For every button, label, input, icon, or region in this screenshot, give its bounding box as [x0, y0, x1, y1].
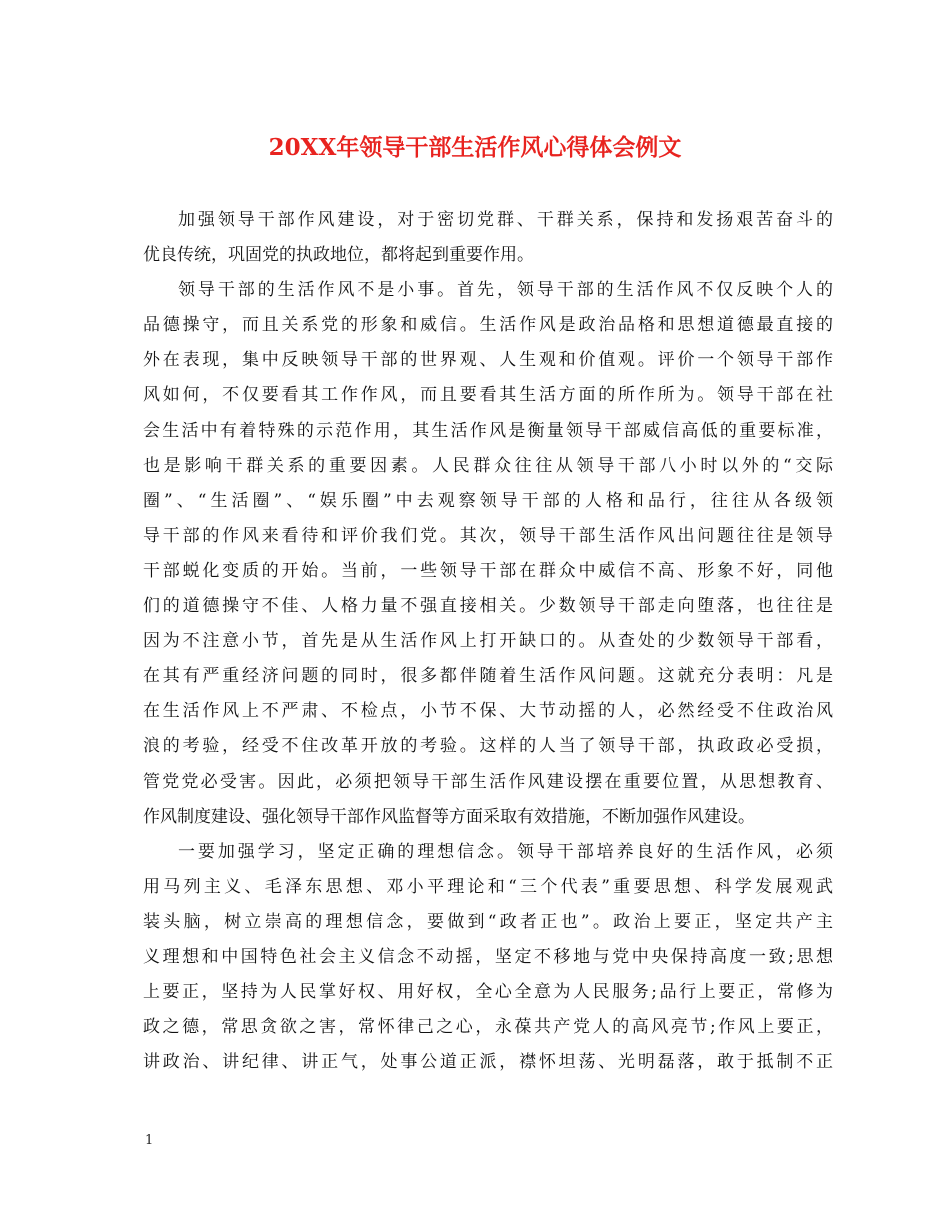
document-body	[143, 203, 833, 1080]
paragraph-line: 装头脑，树立崇高的理想信念，要做到“政者正也”。政治上要正，坚定共产主	[143, 911, 833, 932]
paragraph-line: 上要正，坚持为人民掌好权、用好权，全心全意为人民服务;品行上要正，常修为	[143, 982, 833, 1003]
document-title: 20XX年领导干部生活作风心得体会例文	[268, 134, 682, 161]
paragraph-line: 浪的考验，经受不住改革开放的考验。这样的人当了领导干部，执政政必受损，	[143, 736, 833, 757]
paragraph-line: 一要加强学习，坚定正确的理想信念。领导干部培养良好的生活作风，必须	[178, 841, 833, 862]
paragraph-line: 干部蜕化变质的开始。当前，一些领导干部在群众中威信不高、形象不好，同他	[143, 560, 833, 581]
paragraph-line: 会生活中有着特殊的示范作用，其生活作风是衡量领导干部威信高低的重要标准，	[143, 420, 833, 441]
paragraph-line: 用马列主义、毛泽东思想、邓小平理论和“三个代表”重要思想、科学发展观武	[143, 876, 833, 897]
paragraph-line: 圈”、“生活圈”、“娱乐圈”中去观察领导干部的人格和品行，往往从各级领	[143, 490, 833, 511]
paragraph-line: 作风制度建设、强化领导干部作风监督等方面采取有效措施，不断加强作风建设。	[143, 806, 755, 827]
paragraph-line: 政之德，常思贪欲之害，常怀律己之心，永葆共产党人的高风亮节;作风上要正，	[143, 1017, 833, 1038]
page-number: 1	[145, 1133, 154, 1148]
paragraph-line: 外在表现，集中反映领导干部的世界观、人生观和价值观。评价一个领导干部作	[143, 350, 833, 371]
paragraph-line: 领导干部的生活作风不是小事。首先，领导干部的生活作风不仅反映个人的	[178, 280, 833, 301]
paragraph-line: 导干部的作风来看待和评价我们党。其次，领导干部生活作风出问题往往是领导	[143, 525, 833, 546]
paragraph-line: 也是影响干群关系的重要因素。人民群众往往从领导干部八小时以外的“交际	[143, 455, 833, 476]
paragraph-line: 在其有严重经济问题的同时，很多都伴随着生活作风问题。这就充分表明：凡是	[143, 666, 833, 687]
paragraph-line: 在生活作风上不严肃、不检点，小节不保、大节动摇的人，必然经受不住政治风	[143, 701, 833, 722]
paragraph-line: 们的道德操守不佳、人格力量不强直接相关。少数领导干部走向堕落，也往往是	[143, 596, 833, 617]
paragraph-line: 因为不注意小节，首先是从生活作风上打开缺口的。从查处的少数领导干部看，	[143, 631, 833, 652]
paragraph-line: 讲政治、讲纪律、讲正气，处事公道正派，襟怀坦荡、光明磊落，敢于抵制不正	[143, 1052, 833, 1073]
paragraph-line: 管党党必受害。因此，必须把领导干部生活作风建设摆在重要位置，从思想教育、	[143, 771, 833, 792]
paragraph-line: 义理想和中国特色社会主义信念不动摇，坚定不移地与党中央保持高度一致;思想	[143, 946, 833, 967]
paragraph-line: 优良传统，巩固党的执政地位，都将起到重要作用。	[143, 245, 534, 266]
paragraph-line: 品德操守，而且关系党的形象和威信。生活作风是政治品格和思想道德最直接的	[143, 315, 833, 336]
paragraph-line: 风如何，不仅要看其工作作风，而且要看其生活方面的所作所为。领导干部在社	[143, 385, 833, 406]
paragraph-line: 加强领导干部作风建设，对于密切党群、干群关系，保持和发扬艰苦奋斗的	[178, 210, 833, 230]
